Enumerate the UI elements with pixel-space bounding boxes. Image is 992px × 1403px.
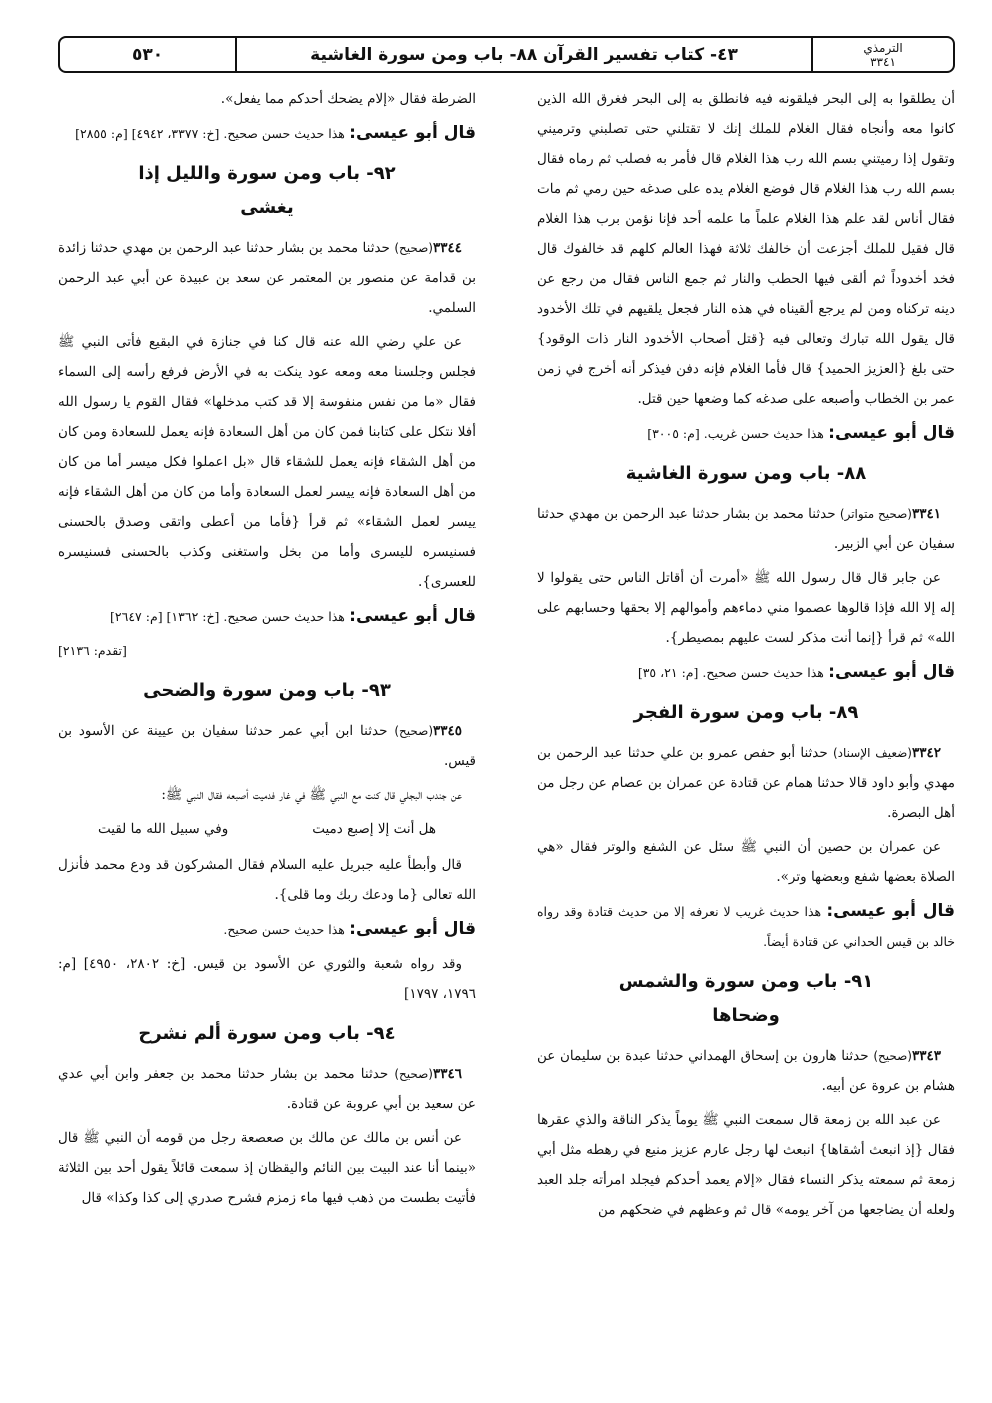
transmission-note: وقد رواه شعبة والثوري عن الأسود بن قيس. [خ: ٢٨٠٢، ٤٩٥٠] [م: ١٧٩٦، ١٧٩٧] [58, 956, 476, 1002]
hadith-text-3343: عن عبد الله بن زمعة قال سمعت النبي ﷺ يوماً يذكر الناقة والذي عقرها فقال {إذ انبعث أشقاها} انبعث لها رجل عارم عزيز منيع في رهطه مثل أبي زمعة ثم سمعته يذكر النساء فقال «إلام يعمد أحدكم فيجلد امرأته جلد العبد ولعله أن يضاجعها من آخر يومه» قال ثم وعظهم في ضحكهم من [537, 1112, 955, 1218]
page-number: ٥٣٠ [131, 44, 164, 65]
chapter-title: ٤٣- كتاب تفسير القرآن ٨٨- باب ومن سورة الغاشية [235, 38, 811, 71]
hadith-text-3346: عن أنس بن مالك عن مالك بن صعصعة رجل من قومه أن النبي ﷺ قال «بينما أنا عند البيت بين النائم واليقظان إذ سمعت قائلاً يقول أحد بين الثلاثة فأتيت بطست من ذهب فيها ماء زمزم فشرح صدري إلى كذا وكذا» قال [58, 1130, 476, 1206]
hadith-grade: (صحيح) [873, 1049, 912, 1063]
section-heading-91 [537, 965, 955, 1033]
hadith-grade: (صحيح متواتر) [839, 507, 912, 521]
hadith-number: ٣٣٤٤ [432, 240, 462, 256]
hadith-grade: (ضعيف الإسناد) [832, 746, 912, 760]
hadith-grade: (صحيح) [394, 1067, 433, 1081]
hadith-text-3345-cont: قال وأبطأ عليه جبريل عليه السلام فقال المشركون قد ودع محمد فأنزل الله تعالى {ما ودعك ربك وما قلى}. [58, 857, 476, 903]
hadith-number: ٣٣٤٥ [433, 723, 463, 739]
poem-hemistich: وفي سبيل الله ما لقيت [98, 821, 229, 837]
ruling-text: هذا حديث حسن صحيح. [خ: ٣٣٧٧، ٤٩٤٢] [م: ٢٨٥٥] [75, 126, 345, 141]
ruling-text: هذا حديث حسن صحيح. [خ: ١٣٦٢] [م: ٢٦٤٧] [110, 609, 345, 624]
ruling [58, 601, 476, 632]
book-name: الترمذي [863, 40, 903, 55]
continued-text: أن يطلقوا به إلى البحر فيلقونه فيه فانطلق به إلى البحر فغرق الله الذين كانوا معه وأنجاه فقال الغلام للملك إنك لا تقتلني حتى تصلبني وترميني وتقول إذا رميتني بسم الله رب هذا الغلام قال فأمر به فصلب ثم رماه فقال بسم الله رب هذا الغلام قال فوضع الغلام يده على صدغه حين رمي ثم مات فقال أناس لقد علم هذا الغلام علماً ما علمه أحد فإنا نؤمن برب هذا الغلام قال فقيل للملك أجزعت أن خالفك ثلاثة فهذا العالم كلهم قد خالفوك قال فخد أخدوداً ثم ألقى فيها الحطب والنار ثم جمع الناس فقال من رجع عن دينه تركناه ومن لم يرجع ألقيناه في هذه النار فجعل يلقيهم في تلك الأخدود قال يقول الله تبارك وتعالى فيه {قتل أصحاب الأخدود النار ذات الوقود} حتى بلغ {العزيز الحميد} قال فأما الغلام فإنه دفن فيذكر أنه أخرج في زمن عمر بن الخطاب وأصبعه على صدغه كما وضعها حين قتل. [537, 91, 955, 407]
ruling [537, 657, 955, 688]
ruling-lead: قال أبو عيسى: [828, 662, 955, 682]
left-column [58, 84, 476, 1364]
section-heading-line: يغشى [240, 197, 294, 218]
ruling-text: هذا حديث حسن صحيح. [م: ٢١، ٣٥] [637, 665, 824, 680]
ruling-lead: قال أبو عيسى: [826, 901, 955, 921]
section-heading-94: ٩٤- باب ومن سورة ألم نشرح [138, 1023, 396, 1044]
ruling [537, 896, 955, 957]
section-heading-line: ٩١- باب ومن سورة والشمس [618, 971, 874, 992]
hadith-text-3341: عن جابر قال قال رسول الله ﷺ «أمرت أن أقاتل الناس حتى يقولوا لا إله إلا الله فإذا قالوها عصموا مني دماءهم وأموالهم إلا بحقها وحسابهم على الله» ثم قرأ {إنما أنت مذكر لست عليهم بمصيطر}. [537, 570, 955, 646]
hadith-isnad: حدثنا هارون بن إسحاق الهمداني حدثنا عبدة بن سليمان عن هشام بن عروة عن أبيه. [537, 1048, 955, 1094]
page-header [58, 36, 955, 73]
hadith-number: ٣٣٤١ [911, 506, 941, 522]
hadith-isnad-3343 [537, 1041, 955, 1101]
section-heading-88: ٨٨- باب ومن سورة الغاشية [625, 463, 867, 484]
ruling [58, 914, 476, 945]
ruling-lead: قال أبو عيسى: [828, 423, 955, 443]
hadith-isnad-3341 [537, 499, 955, 559]
cross-reference: [تقدم: ٢١٣٦] [58, 643, 127, 658]
section-heading-93: ٩٣- باب ومن سورة والضحى [143, 680, 391, 701]
section-heading-89: ٨٩- باب ومن سورة الفجر [633, 702, 859, 723]
section-heading-92 [58, 157, 476, 225]
hadith-isnad: حدثنا محمد بن بشار حدثنا عبد الرحمن بن مهدي حدثنا زائدة بن قدامة عن منصور بن المعتمر عن سعد بن عبيدة عن أبي عبد الرحمن السلمي. [58, 240, 476, 316]
hadith-isnad-3345 [58, 716, 476, 776]
hadith-text-3344: عن علي رضي الله عنه قال كنا في جنازة في البقيع فأتى النبي ﷺ فجلس وجلسنا معه ومعه عود ينكت به في الأرض فرفع رأسه إلى السماء فقال «ما من نفس منفوسة إلا قد كتب مدخلها» فقال القوم يا رسول الله أفلا نتكل على كتابنا فمن كان من أهل السعادة فإنه يعمل للسعادة ومن كان من أهل الشقاء فإنه يعمل للشقاء قال «بل اعملوا فكل ميسر أما من كان من أهل السعادة فإنه ييسر لعمل السعادة وأما من كان من أهل الشقاء فإنه ييسر لعمل الشقاء» ثم قرأ {فأما من أعطى واتقى وصدق بالحسنى فسنيسره لليسرى وأما من بخل واستغنى وكذب بالحسنى فسنيسره للعسرى}. [58, 334, 476, 590]
ruling [58, 118, 476, 149]
ruling-lead: قال أبو عيسى: [349, 606, 476, 626]
right-column [537, 84, 955, 1364]
ruling-lead: قال أبو عيسى: [349, 919, 476, 939]
book-cell [811, 38, 953, 71]
hadith-number: ٣٣٤٣ [911, 1048, 941, 1064]
hadith-text-3345: عن جندب البجلي قال كنت مع النبي ﷺ في غار فدميت أصبعه فقال النبي ﷺ: [161, 787, 462, 803]
hadith-isnad: حدثنا ابن أبي عمر حدثنا سفيان بن عيينة عن الأسود بن قيس. [58, 723, 476, 769]
section-heading-line: وضحاها [712, 1005, 780, 1026]
hadith-number: ٣٣٤٦ [432, 1066, 462, 1082]
hadith-isnad: حدثنا أبو حفص عمرو بن علي حدثنا عبد الرحمن بن مهدي وأبو داود قالا حدثنا همام عن قتادة عن عمران بن عصام عن رجل من أهل البصرة. [537, 745, 955, 821]
hadith-isnad-3342 [537, 738, 955, 828]
hadith-isnad-3344 [58, 233, 476, 323]
hadith-isnad: حدثنا محمد بن بشار حدثنا محمد بن جعفر وابن أبي عدي عن سعيد بن أبي عروبة عن قتادة. [58, 1066, 476, 1112]
section-heading-line: ٩٢- باب ومن سورة والليل إذا [138, 163, 396, 184]
poem-hemistich: هل أنت إلا إصبع دميت [312, 821, 436, 837]
hadith-grade: (صحيح) [394, 241, 433, 255]
continued-text: الضرطة فقال «إلام يضحك أحدكم مما يفعل». [220, 91, 476, 107]
poem-verse [58, 814, 476, 844]
hadith-number: ٣٣٤٢ [912, 745, 942, 761]
ruling-text: هذا حديث حسن غريب. [م: ٣٠٠٥] [647, 426, 824, 441]
ruling-text: هذا حديث غريب لا نعرفه إلا من حديث قتادة وقد رواه خالد بن قيس الحداني عن قتادة أيضاً. [537, 904, 955, 949]
hadith-isnad-3346 [58, 1059, 476, 1119]
ruling [537, 418, 955, 449]
hadith-range: ٣٣٤١ [870, 54, 896, 69]
hadith-isnad: حدثنا محمد بن بشار حدثنا عبد الرحمن بن مهدي حدثنا سفيان عن أبي الزبير. [537, 506, 955, 552]
hadith-grade: (صحيح) [394, 724, 433, 738]
ruling-text: هذا حديث حسن صحيح. [223, 922, 345, 937]
hadith-text-3342: عن عمران بن حصين أن النبي ﷺ سئل عن الشفع والوتر فقال «هي الصلاة بعضها شفع وبعضها وتر». [537, 839, 955, 885]
ruling-lead: قال أبو عيسى: [349, 123, 476, 143]
